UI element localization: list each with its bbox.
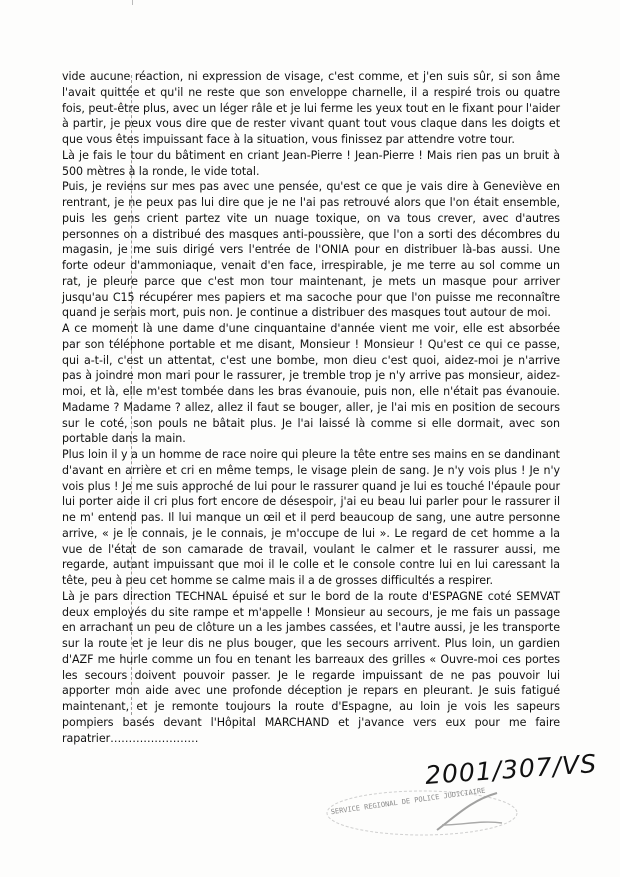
paper-edge-mark xyxy=(132,0,139,5)
statement-body xyxy=(62,69,560,746)
paragraph-2: Là je fais le tour du bâtiment en criant Jean-Pierre ! Jean-Pierre ! Mais rien pas un bruit à 500 mètres à la ronde, le vide total. xyxy=(62,148,560,178)
paragraph-4: A ce moment là une dame d'une cinquantaine d'année vient me voir, elle est absorbée par son téléphone portable et me disant, Monsieur ! Monsieur ! Qu'est ce qui ce passe, qui a-t-il, c'est un attentat, c'est une bombe, mon dieu c'est quoi, aidez-moi je n'arrive pas à joindre mon mari pour le rassurer, je tremble trop je n'y arrive pas monsieur, aidez-moi, et là, elle m'est tombée dans les bras évanouie, puis non, elle n'était pas évanouie. Madame ? Madame ? allez, allez il faut se bouger, aller, je l'ai mis en position de secours sur le coté, son pouls ne bâtait plus. Je l'ai laissé là comme si elle dormait, avec son portable dans la main. xyxy=(62,322,560,446)
paragraph-6: Là je pars direction TECHNAL épuisé et sur le bord de la route d'ESPAGNE coté SEMVAT deux employés du site rampe et m'appelle ! Monsieur au secours, je me fais un passage en arrachant un peu de clôture un a les jambes cassées, et l'autre aussi, je les transporte sur la route et je leur dis ne plus bouger, que les secours arrivent. Plus loin, un gardien d'AZF me hurle comme un fou en tenant les barreaux des grilles « Ouvre-moi ces portes les secours doivent pouvoir passer. Je le regarde impuissant de ne pas pouvoir lui apporter mon aide avec une profonde déception je repars en pleurant. Je suis fatigué maintenant, et je remonte toujours la route d'Espagne, au loin je vois les sapeurs pompiers basés devant l'Hôpital MARCHAND et j'avance vers eux pour me faire rapatrier…………………… xyxy=(62,589,560,745)
reference-number: 2001/307/VS xyxy=(424,749,598,790)
paragraph-3: Puis, je reviens sur mes pas avec une pensée, qu'est ce que je vais dire à Geneviève en rentrant, je ne peux pas lui dire que je ne l'ai pas retrouvé alors que l'on était ensemble, puis les gens crient partez vite un nuage toxique, on va tous crever, avec d'autres personnes on a distribué des masques anti-poussière, que l'on a sorti des décombres du magasin, je me suis dirigé vers l'entrée de l'ONIA pour en distribuer là-bas aussi. Une forte odeur d'ammoniaque, venait d'en face, irrespirable, je me terre au sol comme un rat, je pleure parce que c'est mon tour maintenant, je mets un masque pour arriver jusqu'au C15 récupérer mes papiers et ma sacoche pour que l'on puisse me reconnaître quand je serais mort, puis non. Je continue a distribuer des masques tout autour de moi. xyxy=(62,180,560,320)
paragraph-1: vide aucune réaction, ni expression de visage, c'est comme, et j'en suis sûr, si son âme l'avait quittée et qu'il ne reste que son enveloppe charnelle, il a respiré trois ou quatre fois, peut-être plus, avec un léger râle et je lui ferme les yeux tout en le fixant pour l'aider à partir, je peux vous dire que de rester vivant quant tout vous claque dans les doigts et que vous êtes impuissant face à la situation, vous finissez par attendre votre tour. xyxy=(62,70,560,146)
paragraph-5: Plus loin il y a un homme de race noire qui pleure la tête entre ses mains en se dandinant d'avant en arrière et cri en même temps, le visage plein de sang. Je n'y vois plus ! Je n'y vois plus ! Je me suis approché de lui pour le rassurer quand je lui es touché l'épaule pour lui porter aide il cri plus fort encore de désespoir, j'ai eu beau lui parler pour le rassurer il ne m' entend pas. Il lui manque un œil et il perd beaucoup de sang, une autre personne arrive, « je le connais, je le connais, je m'occupe de lui ». Le regard de cet homme a la vue de l'état de son camarade de travail, voulant le calmer et le rassurer aussi, me regarde, autant impuissant que moi il le colle et le console contre lui en lui caressant la tête, peu à peu cet homme se calme mais il a de grosses difficultés a respirer. xyxy=(62,448,560,587)
stamp-text: SERVICE REGIONAL DE POLICE JUDICIAIRE xyxy=(330,786,486,817)
